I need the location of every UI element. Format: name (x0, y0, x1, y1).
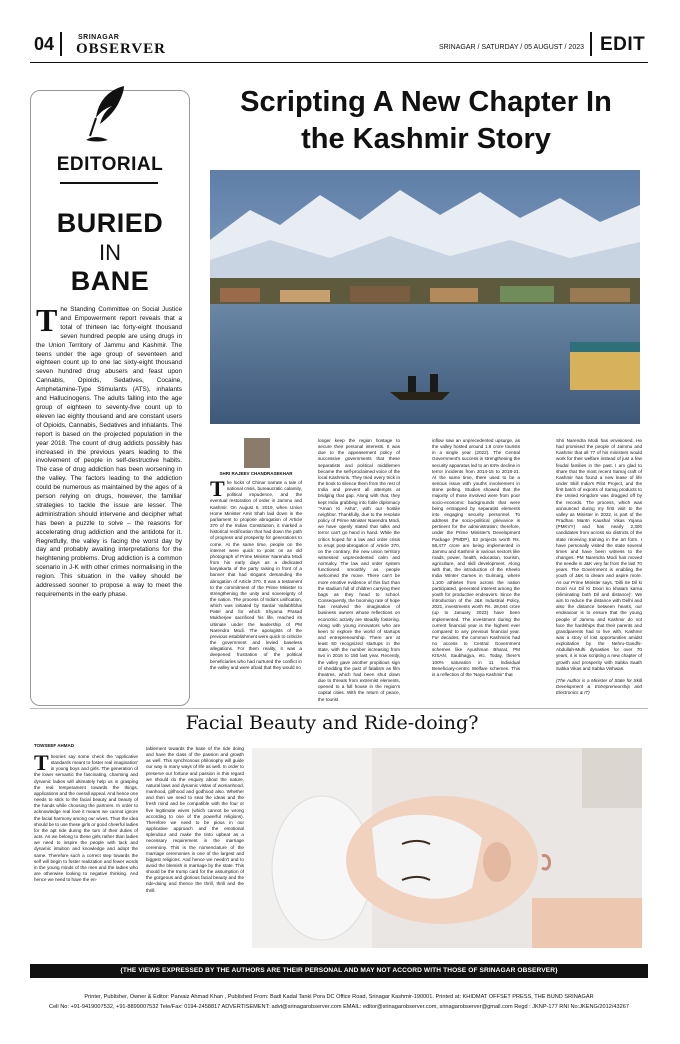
imprint-line-1: Printer, Publisher, Owner & Editor: Parvaiz Ahmad Khan , Published From: Badi Kadal Tanki Pora DC Office Road, Srinagar Kashmir-190001. Printed at: KHIDMAT OFFSET PRESS, THE BUND SRINAGAR (84, 994, 594, 1000)
editorial-headline-line2: IN (99, 240, 121, 265)
facial-treatment-photo (252, 748, 642, 948)
main-headline-line2: the Kashmir Story (301, 123, 551, 155)
second-headline: Facial Beauty and Ride-doing? (185, 712, 479, 734)
editorial-dropcap: T (36, 306, 58, 338)
editorial-headline-line1: BURIED (56, 208, 164, 238)
masthead-divider (60, 32, 62, 56)
section-label: EDIT (600, 34, 646, 55)
main-headline (206, 84, 646, 158)
editorial-rule (60, 182, 158, 184)
main-headline-line1: Scripting A New Chapter In (240, 86, 612, 118)
main-article-column-3: inflow saw an unprecedented upsurge, as the valley hosted around 1.8 crore tourists in a single year (2022). The Central Government's success in strengthening the security apparatus led to an 84% decline in terror incidents from 2014-15 to 2018-21. At the same time, there used to be a serious issue with youths involvement in stone pelting. Studies showed that the majority of those involved were from poor socio-economic backgrounds that were being entrapped by separatist elements into engaging security personnel. To address the socio-political grievance is pertinent for the administration; therefore, under the Prime Minister's Development Package (PMDP), 53 projects worth Rs. 58,477 crore are being implemented in Jammu and Kashmir in various sectors like roads, power, health, education, tourism, agriculture, and skill development. Along with that, the introduction of the Kheelo India Winter Games in Gulmarg, where 1,100 athletes from across the nation participated, generated interest among the youth for productive endeavors. Since the introduction of the J&K Industrial Policy, 2021, investments worth Rs. 28,044 crore (up to January 2023) have been implemented. The investment during the current financial year is the highest ever compared to any previous financial year. For decades, the common Kashmiris had no access to Central Government schemes like Ayushman Bharat, PM KISAN, Saubhagya, etc. Today, there's 100% saturation in 11 Individual Beneficiary-centric Welfare schemes. This is a reflection of the 'Naya Kashmir' that (432, 438, 520, 677)
main-author-name: SHRI RAJEEV CHANDRASEKHAR (219, 471, 293, 476)
main-article-column-2: longer keep the region hostage to secure their personal interests. It was due to the appeasement policy of successive governments that these separatists and political middlemen became the self-proclaimed voice of the local Kashmiris. They tried every trick in the book to silence them from the rest of India and prevent all attempts at bridging that gap. Along with that, they kept India grabbing into futile diplomacy "Aman Ki Asha", with our hostile neighbor. Thankfully, due to the resolute policy of Prime Minister Narendra Modi, we have openly stated that talks and terror can't go hand in hand. While the critics hoped for a law and order crisis to erupt post-abrogation of Article 370, on the contrary, the new union territory witnessed unprecedented calm and normalcy. The law and order system functioned smoothly as people welcomed the move. There can't be more emotive evidence of this fact than the stadium full of children carrying their bags as they head to school. Consequently, the booming rate of hope has resolved the imagination of business owners whose reflections on economic activity are steadily fostering. Along with young innovators who are keen to explore the world of startups and entrepreneurship. There are at least 50 recognized startups in the state, with the number increasing from two in 2016 to 150 last year. Recently, the valley gave another propitious sign of shedding the past of fatalism as film theatres, which had been shut down due to threats from extremist elements, opened to a full house in the region's capital cities. With the return of peace, the tourist (318, 438, 400, 702)
imprint-line-2: Cell No: +91-9419007532, +91-8899007532 Tele/Fax: 0194-2458817 ADVERTISEMENT: advt@srinagarobserver.com EMAIL: editor@srinagarobserver.com, srinagarobserver@gmail.com Regd : JKNP-177 RNI No:JKENG/2012/43267 (49, 1004, 629, 1010)
main-column-4-text: Shri Narendra Modi has envisioned. He had promised the people of Jammu and Kashmir that all 77 of his ministers would work for their welfare instead of just a few feudal families in the past. I am glad to share that the most recent Samaj craft of Kashmir has found a new lease of life under Skill India's Pilot Project, and the first batch of exports of Samaj products to the United Kingdom was dragged off by the records. The process, which was announced during my first visit to the valley as Minister in 2022, is part of the Pradhan Mantri Kaushal Vikas Yojana (PMKVY) and has nearly 2,300 candidates from across six districts of the state receiving training in the art form. I have personally visited the state several times and have been witness to the changes. PM Narendra Modi has moved the needle in J&K very far from the last 70 years. The Government is enabling the youth of J&K to dream and aspire more. As our Prime Minister says, 'Dilli Se Dil ki Doori Aur Dil Ki Doori ko khatam karna (eliminating both Dil and distance)'. We aim to reduce the distance with Delhi and also the distance between hearts, our endeavour is to ensure that the young people of Jammu and Kashmir do not face the hardships that their parents and grandparents had to live with. Kashmir was a story of lost opportunities amidst exploitation by the Nehru-Gandhi-Abdullah-Mufti dynasties for over 70 years, it is now scripting a new chapter of growth and prosperity with Sabka Saath Sabka Vikas and Sabka Vishwas. (556, 438, 642, 671)
second-dropcap: T (34, 754, 49, 775)
editorial-body (36, 306, 182, 700)
main-dropcap: T (210, 480, 225, 501)
section-divider (590, 32, 592, 56)
second-article-column-1 (34, 754, 138, 948)
second-author-name: TOWSEEF AHMAD (34, 743, 74, 748)
second-article-column-2: tablement towards the base of the ride doing and have the class of the passion and growth as well. This synchronous philosophy will guide our way in many ways of life as well. In order to preserve our fortune and passion in this regard we should do the enquiry about the nature, natural laws and dynamic vistas of womanhood, manhood, girlhood and godhood also. Whether and then we need to seat the ideas and the fresh mind and be compatible with the four or five legitimate wives (which cannot be wrong according to one of the powerful religions). Therefore we need to be pious in our applicative approach and the emotional splendour and make the tinto upbeat as a necessary requirement in the marriage ceremony. This is the nomenclature of the marriage ceremonies in one of the largest and biggest religions. And hence we needn't and to avoid the blemish in marriage by the state. This should be the trump card for the assumption of the gorgeous and glorious facial beauty and the ride-doing and thence the thrill, thrill and the thrill. (146, 746, 244, 893)
dateline: SRINAGAR / SATURDAY / 05 AUGUST / 2023 (439, 44, 584, 51)
page-number: 04 (34, 34, 55, 54)
author-photo (244, 438, 270, 468)
header-rule (30, 62, 648, 63)
editorial-text: he Standing Committee on Social Justice and Empowerment report reveals that a total of thirteen lac forty-eight thousand seven hundred people are using drugs in the Union Territory of Jammu and Kashmir. The teens under the age group of seventeen and eighteen count up to one lac sixty-eight thousand seven hundred drug abusers and feast upon Cannabis, Opioids, Sedatives, Cocaine, Amphetamine-Type Stimulants (ATS), inhalants and Hallucinogens. The adults falling into the age group of eighteen to seventy-five count up to eleven lac eighty thousand and are constant users of Opioids, Cannabis, Sedatives and inhalants. The report is based on the projected population in the year 2018. The count of drug addicts possibly has increased in the previous years leading to the involvement of people in self-destructive habits. The case of drug addiction has been worsening in the valley. The factors leading to the addiction could be numerous as maintained by the ages of a person relying on drugs, however, the familiar strategies to tackle the issue are lesser. The administration should intervene and decipher what has been a puzzle to solve – the reasons for accelerating drug addiction and the antidote for it. Regretfully, the valley is facing the worst day by day and probably awaiting interpretations for the heightening problems. Drug addiction is a common scenario in J-K with other crimes normalising in the region. This situation in the valley should be addressed sooner to propose a way to meet the requirements in the early phase. (36, 306, 182, 598)
imprint (30, 992, 648, 1012)
author-note: (The Author is a Minister of State for Skill Development & Entrepreneurship and Electronics & IT) (556, 678, 642, 696)
main-article-column-4 (556, 438, 642, 702)
main-column-1-text: he locks of Chinar narrate a tale of national crisis, bureaucratic calamity, political impudence, and the eventual restoration of order in Jammu and Kashmir. On August 5, 2019, when Union Home Minister Amit Shah laid down in the parliament to propose abrogation of Article 370 of the Indian Constitution, it marked a historical rectification that had down the path of progress and prosperity for generations to come. At the same time, people on the internet were quick to point on an old photograph of Prime Minister Narendra Modi from his early days as a dedicated karyakarta of the party raising in front of a banner that had slogans demanding the abrogation of Article 370. It was a testament to the commitment of the Prime Minister to strengthening the unity and sovereignty of the nation. The process of India's unification, which was initiated by Sardar Vallabhbhai Patel and for which Shyama Prasad Mukherjee sacrificed his life, reached its ultimate under the leadership of PM Narendra Modi. The apologists of the previous establishment were quick to criticize the government and levied baseless allegations. For them reality, it was a deepened frustration of the political beneficiaries who had nurtured the conflict in the valley and were afraid that they would no (210, 480, 302, 670)
quill-icon (86, 84, 130, 144)
disclaimer-bar: {THE VIEWS EXPRESSED BY THE AUTHORS ARE THEIR PERSONAL AND MAY NOT ACCORD WITH THOSE OF SRINAGAR OBSERVER} (30, 964, 648, 978)
masthead-city: SRINAGAR (78, 34, 120, 41)
main-article-column-1 (210, 480, 302, 702)
section-rule (30, 708, 648, 709)
editorial-label: EDITORIAL (56, 154, 164, 175)
dal-lake-photo (210, 170, 640, 424)
masthead-title: OBSERVER (76, 41, 166, 57)
editorial-headline-line3: BANE (70, 266, 150, 296)
second-column-1-text: heories say some check the 'applicative standards meant to foster real imagination' in young boys and girls. The generation of the lower semantic the fascinating, charming and dynamic ladies will ultimately help us in grasping the real temperament towards the things, applications and the overall appeal. And hence one needs to stick to the facial beauty and beauty of the hands while choosing the partners. In order to acknowledge real love it means we cannot ignore the facial harmony among our wives. Thus the idea should be to use these girls or good cheerful ladies for the apt ride during the turn of their duties of acts. As we belong to these girls rather than ladies we need to inspire the people with tack and dynamic intuition and knowledge and adopt the same. Therefore such a correct step towards the self will begin to foster realization and fewer words in the young minds of the men and the ladies who are otherwise looking to negative thinking. And hence we need to have the en- (34, 754, 138, 883)
